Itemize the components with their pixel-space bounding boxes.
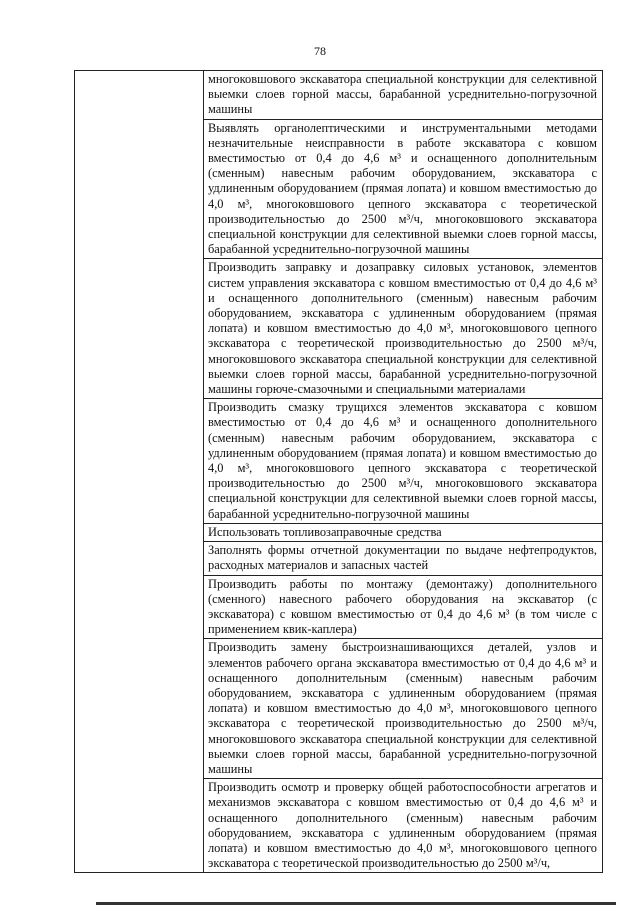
table-cell [204, 71, 603, 120]
cell-text: Производить смазку трущихся элементов экскаватора с ковшом вместимостью от 0,4 до 4,6 м³ и оснащенного дополнительного (сменным) навесным рабочим оборудованием, экскаватора с удлиненным оборудованием (прямая лопата) и ковшом вместимостью до 4,0 м³, многоковшового цепного экскаватора с теоретической производительностью до 2500 м³/ч, многоковшового экскаватора специальной конструкции для селективной выемки слоев горной массы, барабанной усреднительно-погрузочной машины [208, 400, 597, 521]
table-cell [204, 575, 603, 639]
table-cell [204, 259, 603, 399]
cell-text: Производить работы по монтажу (демонтажу) дополнительного (сменного) навесного рабочего оборудования на экскаватор (с экскаватора) с ковшом вместимостью от 0,4 до 4,6 м³ (в том числе с применением квик-каплера) [208, 576, 597, 637]
table-cell [204, 399, 603, 524]
table-cell [204, 542, 603, 575]
page-number: 78 [314, 44, 326, 58]
table-cell [204, 779, 603, 873]
table-row [75, 71, 603, 120]
table-cell [204, 639, 603, 779]
table-cell [204, 119, 603, 259]
left-column-cell [75, 71, 204, 873]
cell-text: Производить осмотр и проверку общей работоспособности агрегатов и механизмов экскаватора с ковшом вместимостью от 0,4 до 4,6 м³ и оснащенного дополнительного (сменным) навесным рабочим оборудованием, экскаватора с удлиненным оборудованием (прямая лопата) и ковшом вместимостью до 4,0 м³, многоковшового цепного экскаватора с теоретической производительностью до 2500 м³/ч, [208, 780, 597, 871]
cell-text: Выявлять органолептическими и инструментальными методами незначительные неисправности в работе экскаватора с ковшом вместимостью от 0,4 до 4,6 м³ и оснащенного дополнительным (сменным) навесным рабочим оборудованием, экскаватора с удлиненным оборудованием (прямая лопата) и ковшом вместимостью до 4,0 м³, многоковшового цепного экскаватора с теоретической производительностью до 2500 м³/ч, многоковшового экскаватора специальной конструкции для селективной выемки слоев горной массы, барабанной усреднительно-погрузочной машины [208, 120, 597, 257]
cell-text: Использовать топливозаправочные средства [208, 524, 442, 539]
cell-text: Производить заправку и дозаправку силовых установок, элементов систем управления экскаватора с ковшом вместимостью от 0,4 до 4,6 м³ и оснащенного дополнительного (сменным) навесным рабочим оборудованием, экскаватора с удлиненным оборудованием (прямая лопата) и ковшом вместимостью до 4,0 м³, многоковшового цепного экскаватора с теоретической производительностью до 2500 м³/ч, многоковшового экскаватора специальной конструкции для селективной выемки слоев горной массы, барабанной усреднительно-погрузочной машины горюче-смазочными и специальными материалами [208, 260, 597, 397]
requirements-table [74, 70, 603, 873]
cell-text: многоковшового экскаватора специальной конструкции для селективной выемки слоев горной массы, барабанной усреднительно-погрузочной машины [208, 72, 597, 117]
cell-text: Заполнять формы отчетной документации по выдаче нефтепродуктов, расходных материалов и запасных частей [208, 543, 597, 573]
cell-text: Производить замену быстроизнашивающихся деталей, узлов и элементов рабочего органа экскаватора вместимостью от 0,4 до 4,6 м³ и оснащенного дополнительным (сменным) навесным рабочим оборудованием, экскаватора с удлиненным оборудованием (прямая лопата) и ковшом вместимостью до 4,0 м³, многоковшового цепного экскаватора с теоретической производительностью до 2500 м³/ч, многоковшового экскаватора специальной конструкции для селективной выемки слоев горной массы, барабанной усреднительно-погрузочной машины [208, 640, 597, 776]
table-cell [204, 523, 603, 541]
